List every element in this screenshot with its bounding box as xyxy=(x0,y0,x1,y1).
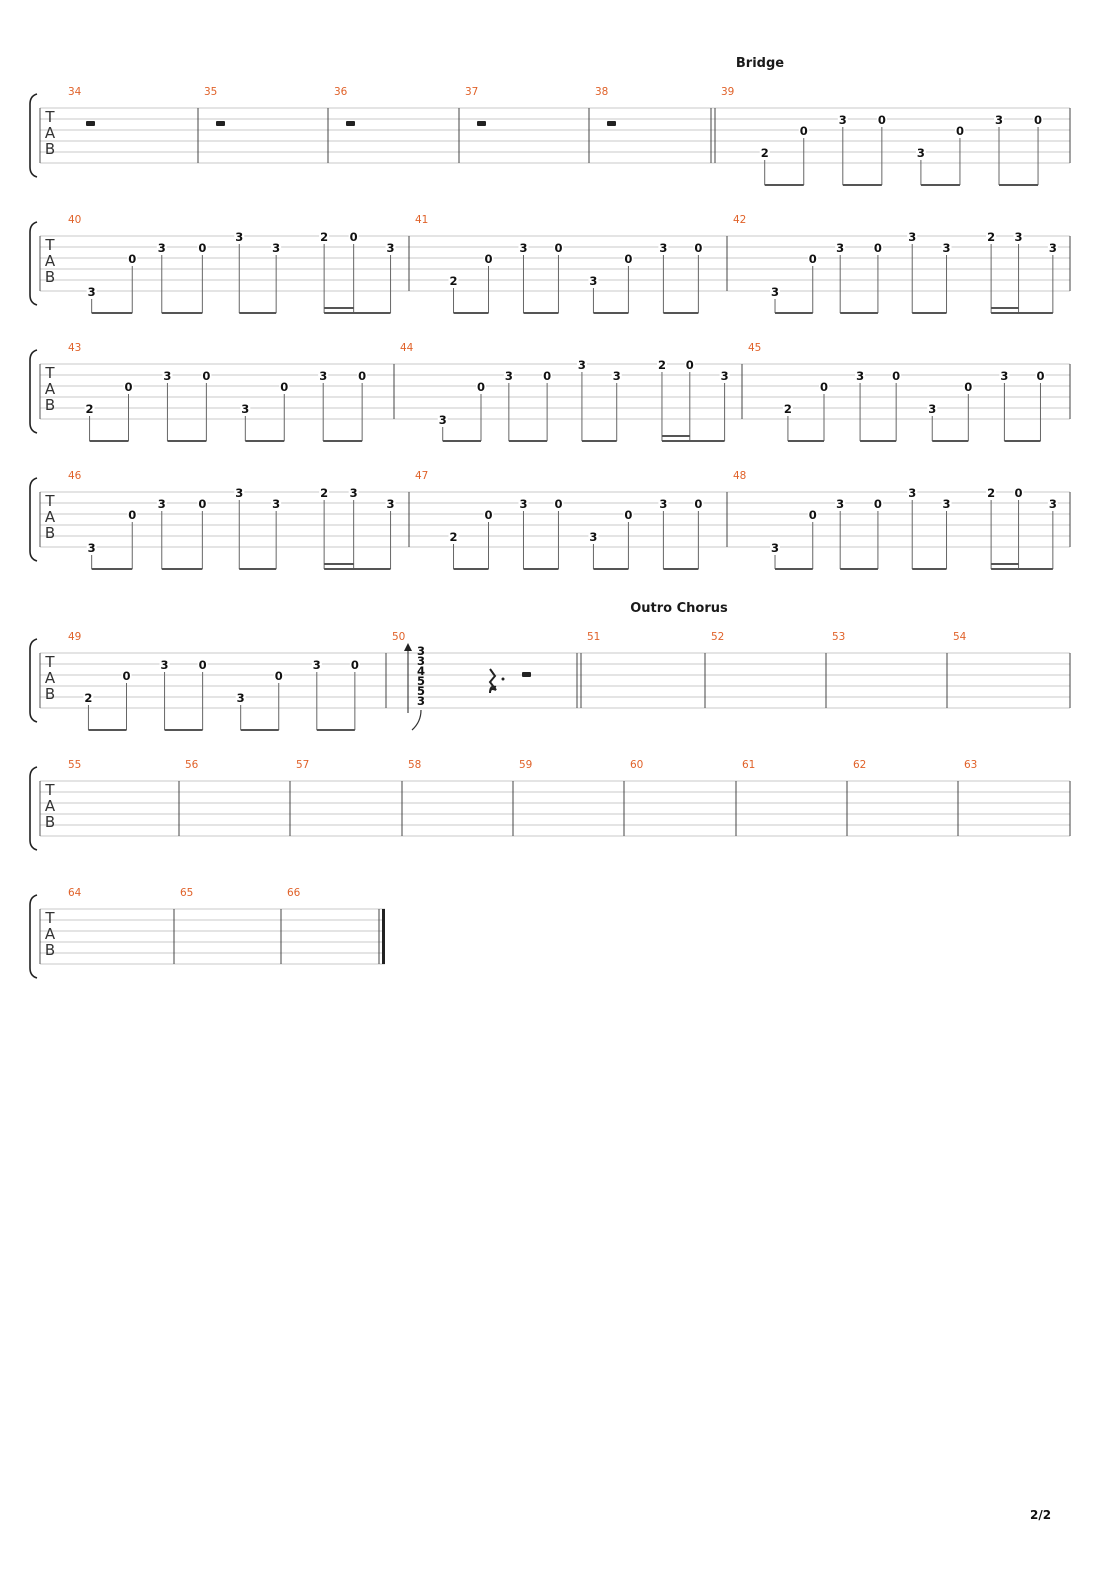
tab-letter-b: B xyxy=(44,268,56,286)
chord-fret-number: 4 xyxy=(416,664,426,678)
eighth-beam xyxy=(523,312,558,314)
fret-number: 0 xyxy=(955,124,964,138)
fret-number: 3 xyxy=(589,530,598,544)
fret-number: 0 xyxy=(122,669,131,683)
tab-letter-t: T xyxy=(45,108,55,126)
fret-number: 3 xyxy=(838,113,847,127)
fret-number: 3 xyxy=(504,369,513,383)
tab-system xyxy=(30,86,1070,186)
measure-number: 48 xyxy=(733,470,747,482)
measure-number: 57 xyxy=(296,759,310,771)
eighth-beam xyxy=(775,312,813,314)
fret-number: 3 xyxy=(386,241,395,255)
fret-number: 0 xyxy=(799,124,808,138)
fret-number: 2 xyxy=(783,402,792,416)
tab-system xyxy=(30,470,1070,570)
fret-number: 0 xyxy=(554,497,563,511)
fret-number: 3 xyxy=(272,241,281,255)
fret-number: 3 xyxy=(771,541,780,555)
eighth-beam xyxy=(443,440,481,442)
measure-number: 40 xyxy=(68,214,82,226)
tab-letter-a: A xyxy=(44,925,56,943)
tab-letter-t: T xyxy=(45,364,55,382)
tab-letter-a: A xyxy=(44,797,56,815)
fret-number: 3 xyxy=(157,497,166,511)
eighth-beam xyxy=(317,729,355,731)
chord-fret-number: 3 xyxy=(416,694,426,708)
fret-number: 3 xyxy=(771,285,780,299)
fret-number: 2 xyxy=(449,274,458,288)
measure-number: 66 xyxy=(287,887,301,899)
measure-number: 34 xyxy=(68,86,82,98)
fret-number: 0 xyxy=(349,230,358,244)
fret-number: 3 xyxy=(235,230,244,244)
tab-letter-b: B xyxy=(44,813,56,831)
chord-fret-number: 5 xyxy=(416,674,426,688)
whole-rest xyxy=(86,121,95,126)
fret-number: 3 xyxy=(994,113,1004,127)
fret-number: 3 xyxy=(241,402,250,416)
fret-number: 2 xyxy=(987,486,996,500)
tab-letter-a: A xyxy=(44,124,56,142)
fret-number: 3 xyxy=(720,369,729,383)
fret-number: 3 xyxy=(942,241,951,255)
eighth-beam xyxy=(162,312,203,314)
tab-letter-b: B xyxy=(44,396,56,414)
system-bracket xyxy=(30,222,37,305)
tab-letter-b: B xyxy=(44,941,56,959)
eighth-beam xyxy=(788,440,824,442)
sixteenth-beam xyxy=(991,307,1018,309)
fret-number: 0 xyxy=(808,508,817,522)
section-label: Outro Chorus xyxy=(630,601,728,616)
fret-number: 3 xyxy=(908,486,917,500)
fret-number: 0 xyxy=(877,113,886,127)
fret-number: 2 xyxy=(449,530,458,544)
fret-number: 3 xyxy=(928,402,937,416)
fret-number: 0 xyxy=(128,508,137,522)
eighth-beam xyxy=(593,568,628,570)
fret-number: 3 xyxy=(659,497,668,511)
measure-number: 60 xyxy=(630,759,644,771)
fret-number: 3 xyxy=(272,497,281,511)
fret-number: 0 xyxy=(274,669,283,683)
fret-number: 3 xyxy=(236,691,245,705)
eighth-beam xyxy=(167,440,206,442)
fret-number: 0 xyxy=(873,497,882,511)
measure-number: 52 xyxy=(711,631,725,643)
fret-number: 0 xyxy=(202,369,211,383)
fret-number: 2 xyxy=(760,146,769,160)
tab-letter-a: A xyxy=(44,669,56,687)
fret-number: 3 xyxy=(157,241,166,255)
eighth-beam xyxy=(840,568,878,570)
fret-number: 3 xyxy=(1048,497,1057,511)
fret-number: 0 xyxy=(694,241,703,255)
fret-number: 3 xyxy=(87,285,96,299)
fret-number: 3 xyxy=(87,541,96,555)
measure-number: 62 xyxy=(853,759,867,771)
fret-number: 0 xyxy=(1014,486,1023,500)
fret-number: 0 xyxy=(685,358,694,372)
measure-number: 46 xyxy=(68,470,82,482)
fret-number: 0 xyxy=(543,369,552,383)
eighth-beam xyxy=(239,312,276,314)
eighth-beam xyxy=(245,440,284,442)
measure-number: 50 xyxy=(392,631,406,643)
eighth-beam xyxy=(932,440,968,442)
measure-number: 54 xyxy=(953,631,967,643)
eighth-beam xyxy=(991,312,1053,314)
quarter-rest-icon xyxy=(490,669,496,693)
eighth-beam xyxy=(840,312,878,314)
measure-number: 53 xyxy=(832,631,846,643)
fret-number: 0 xyxy=(484,252,493,266)
fret-number: 0 xyxy=(624,508,633,522)
fret-number: 2 xyxy=(85,402,94,416)
measure-number: 63 xyxy=(964,759,978,771)
eighth-beam xyxy=(991,568,1053,570)
measure-number: 49 xyxy=(68,631,82,643)
chord-fret-number: 3 xyxy=(416,644,426,658)
fret-number: 0 xyxy=(484,508,493,522)
fret-number: 3 xyxy=(1000,369,1009,383)
system-bracket xyxy=(30,350,37,433)
eighth-beam xyxy=(663,568,698,570)
fret-number: 3 xyxy=(612,369,621,383)
fret-number: 3 xyxy=(438,413,447,427)
tab-system xyxy=(30,631,1070,731)
eighth-beam xyxy=(912,312,946,314)
fret-number: 3 xyxy=(589,274,598,288)
eighth-beam xyxy=(921,184,960,186)
fret-number: 3 xyxy=(386,497,395,511)
eighth-beam xyxy=(999,184,1038,186)
eighth-beam xyxy=(663,312,698,314)
eighth-beam xyxy=(324,568,390,570)
whole-rest xyxy=(216,121,225,126)
measure-number: 45 xyxy=(748,342,762,354)
measure-number: 59 xyxy=(519,759,533,771)
fret-number: 0 xyxy=(198,497,207,511)
tab-letter-b: B xyxy=(44,685,56,703)
fret-number: 0 xyxy=(819,380,829,394)
page-number: 2/2 xyxy=(1030,1508,1052,1522)
whole-rest xyxy=(477,121,486,126)
fret-number: 0 xyxy=(124,380,133,394)
section-label: Bridge xyxy=(735,56,785,71)
eighth-beam xyxy=(593,312,628,314)
tab-letter-t: T xyxy=(45,909,55,927)
fret-number: 3 xyxy=(856,369,865,383)
sixteenth-beam xyxy=(324,563,354,565)
fret-number: 0 xyxy=(694,497,703,511)
sixteenth-beam xyxy=(324,307,354,309)
fret-number: 3 xyxy=(312,658,321,672)
fret-number: 2 xyxy=(320,486,329,500)
eighth-beam xyxy=(88,729,126,731)
fret-number: 3 xyxy=(519,497,528,511)
fret-number: 0 xyxy=(554,241,563,255)
fret-number: 0 xyxy=(1034,113,1043,127)
fret-number: 3 xyxy=(349,486,358,500)
eighth-beam xyxy=(324,312,390,314)
tab-letter-t: T xyxy=(45,492,55,510)
eighth-beam xyxy=(454,568,489,570)
system-bracket xyxy=(30,639,37,722)
whole-rest xyxy=(607,121,616,126)
tab-letter-t: T xyxy=(45,653,55,671)
chord-fret-number: 3 xyxy=(416,654,426,668)
fret-number: 2 xyxy=(987,230,996,244)
fret-number: 3 xyxy=(659,241,668,255)
eighth-beam xyxy=(775,568,813,570)
measure-number: 65 xyxy=(180,887,194,899)
system-bracket xyxy=(30,94,37,177)
fret-number: 3 xyxy=(160,658,169,672)
system-bracket xyxy=(30,478,37,561)
fret-number: 0 xyxy=(892,369,901,383)
eighth-beam xyxy=(1004,440,1040,442)
tab-letter-a: A xyxy=(44,508,56,526)
fret-number: 0 xyxy=(358,369,367,383)
measure-number: 56 xyxy=(185,759,199,771)
eighth-beam xyxy=(165,729,203,731)
eighth-beam xyxy=(323,440,362,442)
measure-number: 39 xyxy=(721,86,735,98)
tab-letter-a: A xyxy=(44,252,56,270)
note-flag xyxy=(412,710,421,730)
fret-number: 3 xyxy=(908,230,917,244)
measure-number: 41 xyxy=(415,214,429,226)
fret-number: 0 xyxy=(624,252,633,266)
fret-number: 3 xyxy=(519,241,528,255)
measure-number: 44 xyxy=(400,342,414,354)
tab-letter-a: A xyxy=(44,380,56,398)
eighth-beam xyxy=(662,440,725,442)
fret-number: 2 xyxy=(84,691,93,705)
measure-number: 64 xyxy=(68,887,82,899)
fret-number: 3 xyxy=(916,146,925,160)
system-bracket xyxy=(30,767,37,850)
eighth-beam xyxy=(90,440,129,442)
fret-number: 3 xyxy=(1048,241,1057,255)
final-barline-thick xyxy=(382,909,385,964)
measure-number: 42 xyxy=(733,214,747,226)
measure-number: 61 xyxy=(742,759,756,771)
rest-dot xyxy=(502,678,505,681)
eighth-beam xyxy=(765,184,804,186)
fret-number: 3 xyxy=(942,497,951,511)
system-bracket xyxy=(30,895,37,978)
eighth-beam xyxy=(92,312,133,314)
tab-letter-b: B xyxy=(44,524,56,542)
fret-number: 0 xyxy=(873,241,882,255)
measure-number: 43 xyxy=(68,342,82,354)
eighth-beam xyxy=(92,568,133,570)
measure-number: 35 xyxy=(204,86,218,98)
half-rest xyxy=(522,672,531,677)
measure-number: 51 xyxy=(587,631,601,643)
eighth-beam xyxy=(912,568,946,570)
fret-number: 3 xyxy=(836,497,845,511)
eighth-beam xyxy=(454,312,489,314)
fret-number: 0 xyxy=(808,252,817,266)
fret-number: 0 xyxy=(198,658,207,672)
fret-number: 2 xyxy=(320,230,329,244)
whole-rest xyxy=(346,121,355,126)
fret-number: 3 xyxy=(235,486,244,500)
fret-number: 3 xyxy=(836,241,845,255)
fret-number: 2 xyxy=(657,358,666,372)
fret-number: 3 xyxy=(1014,230,1023,244)
eighth-beam xyxy=(860,440,896,442)
measure-number: 55 xyxy=(68,759,82,771)
tab-system xyxy=(30,214,1070,314)
tab-system xyxy=(30,887,385,978)
chord-fret-number: 5 xyxy=(416,684,426,698)
tab-letter-t: T xyxy=(45,236,55,254)
strum-up-arrow-icon xyxy=(404,643,412,651)
eighth-beam xyxy=(509,440,547,442)
fret-number: 0 xyxy=(128,252,137,266)
fret-number: 0 xyxy=(198,241,207,255)
eighth-beam xyxy=(523,568,558,570)
tab-letter-b: B xyxy=(44,140,56,158)
tab-letter-t: T xyxy=(45,781,55,799)
fret-number: 0 xyxy=(1036,369,1045,383)
measure-number: 58 xyxy=(408,759,422,771)
fret-number: 3 xyxy=(577,358,586,372)
fret-number: 3 xyxy=(163,369,172,383)
eighth-beam xyxy=(582,440,617,442)
fret-number: 0 xyxy=(280,380,289,394)
eighth-beam xyxy=(843,184,882,186)
tab-system xyxy=(30,342,1070,442)
eighth-beam xyxy=(241,729,279,731)
measure-number: 47 xyxy=(415,470,429,482)
fret-number: 0 xyxy=(476,380,486,394)
fret-number: 0 xyxy=(350,658,359,672)
measure-number: 38 xyxy=(595,86,609,98)
fret-number: 3 xyxy=(319,369,328,383)
measure-number: 37 xyxy=(465,86,479,98)
fret-number: 0 xyxy=(964,380,973,394)
eighth-beam xyxy=(162,568,203,570)
sixteenth-beam xyxy=(991,563,1018,565)
eighth-beam xyxy=(239,568,276,570)
sixteenth-beam xyxy=(662,435,690,437)
tab-system xyxy=(30,759,1070,850)
measure-number: 36 xyxy=(334,86,348,98)
